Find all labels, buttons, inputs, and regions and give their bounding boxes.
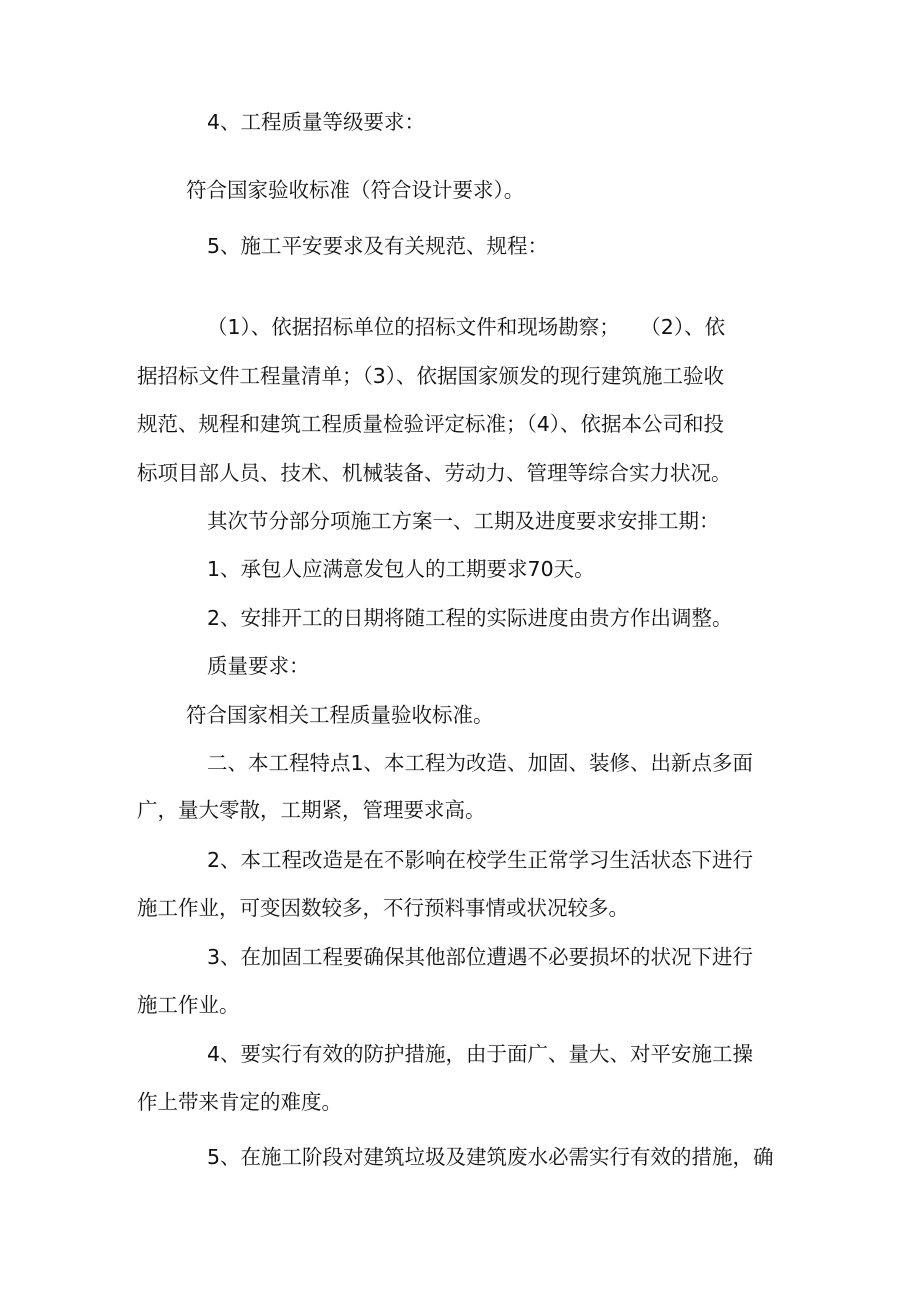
text-line: 2、本工程改造是在不影响在校学生正常学习生活状态下进行 [207, 848, 754, 872]
text-line: 据招标文件工程量清单；（3）、依据国家颁发的现行建筑施工验收 [137, 364, 725, 388]
text-line: 符合国家相关工程质量验收标准。 [186, 703, 494, 727]
text-line: 符合国家验收标准（符合设计要求）。 [186, 178, 525, 202]
text-line: 3、在加固工程要确保其他部位遭遇不必要损坏的状况下进行 [207, 945, 754, 969]
text-line: 2、安排开工的日期将随工程的实际进度由贵方作出调整。 [207, 606, 733, 630]
text-line: 5、施工平安要求及有关规范、规程： [207, 234, 549, 258]
text-line: 施工作业。 [137, 993, 240, 1017]
text-line: 二、本工程特点1、本工程为改造、加固、装修、出新点多面 [207, 751, 754, 775]
text-line: 4、工程质量等级要求： [207, 110, 426, 134]
text-line: 1、承包人应满意发包人的工期要求70天。 [207, 557, 595, 581]
text-line: 规范、规程和建筑工程质量检验评定标准；（4）、依据本公司和投 [137, 412, 725, 436]
text-line: 广，量大零散，工期紧，管理要求高。 [137, 798, 486, 822]
text-line: 质量要求： [207, 654, 310, 678]
text-line: 4、要实行有效的防护措施，由于面广、量大、对平安施工操 [207, 1042, 754, 1066]
text-line: 5、在施工阶段对建筑垃圾及建筑废水必需实行有效的措施，确 [207, 1145, 774, 1169]
text-line: 标项目部人员、技术、机械装备、劳动力、管理等综合实力状况。 [137, 461, 732, 485]
text-line: （1）、依据招标单位的招标文件和现场勘察； （2）、依 [207, 315, 726, 339]
text-line: 作上带来肯定的难度。 [137, 1090, 342, 1114]
text-line: 施工作业，可变因数较多，不行预料事情或状况较多。 [137, 896, 629, 920]
text-line: 其次节分部分项施工方案一、工期及进度要求安排工期： [207, 509, 720, 533]
